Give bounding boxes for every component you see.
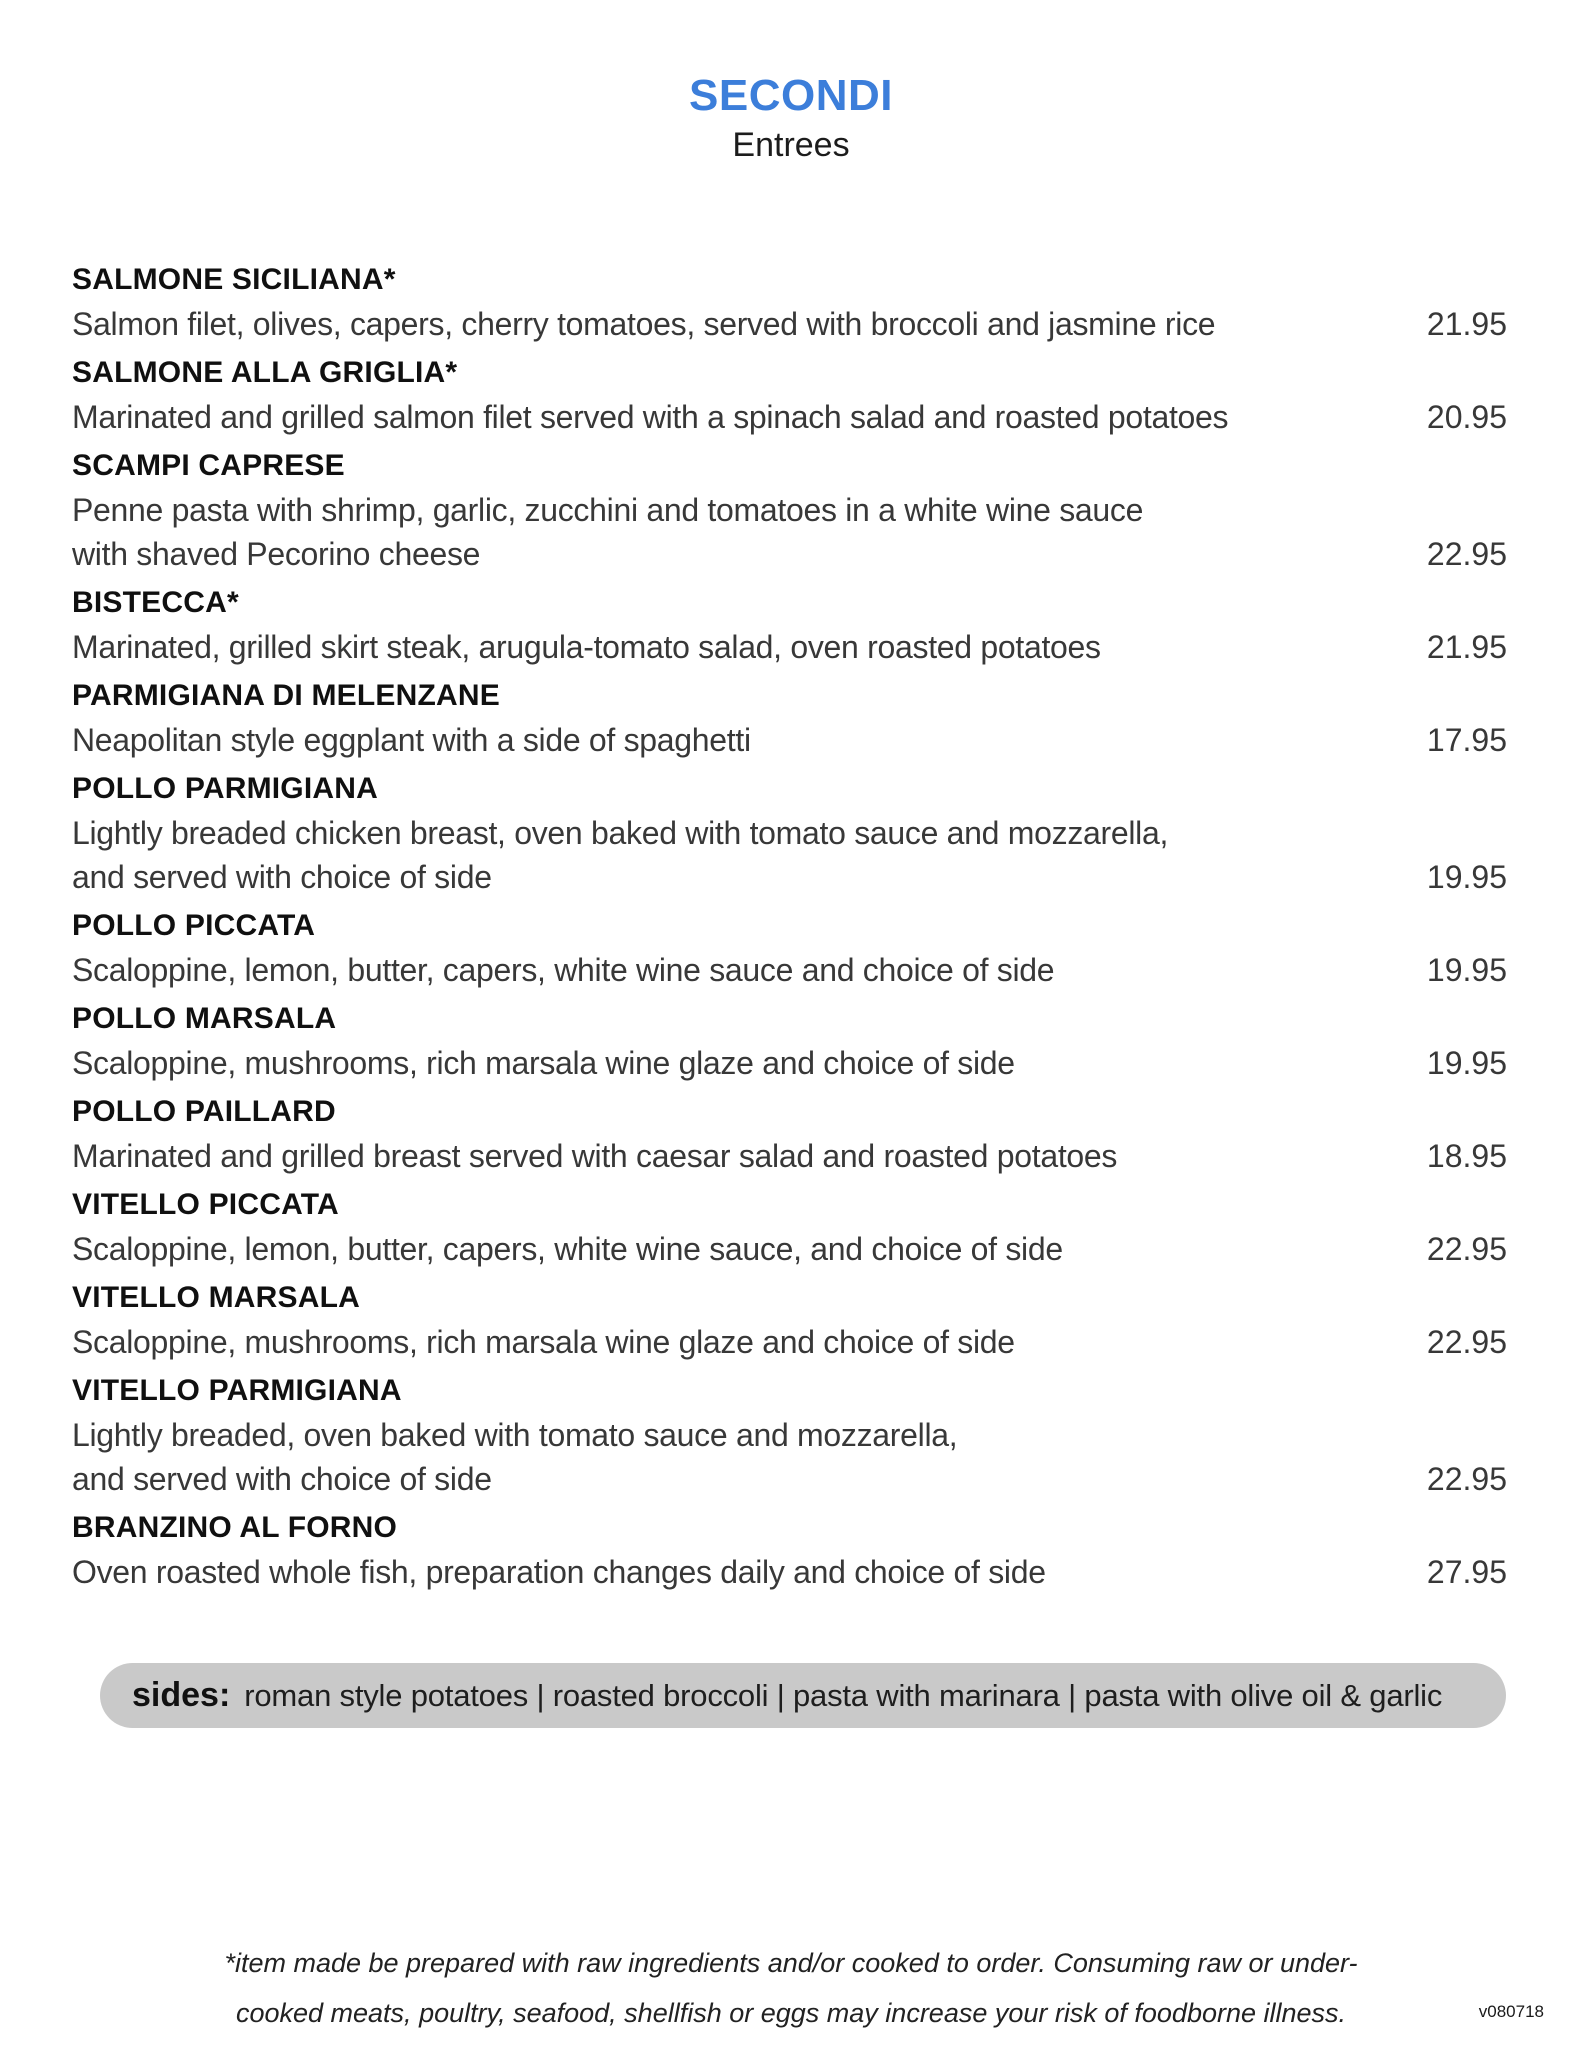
menu-item-desc-row (72, 1320, 1507, 1364)
menu-item-name: SALMONE ALLA GRIGLIA* (72, 356, 458, 389)
sides-options-text: roman style potatoes | roasted broccoli | pasta with marinara | pasta with olive oil & garlic (244, 1677, 1443, 1713)
menu-item-name: VITELLO MARSALA (72, 1281, 360, 1314)
menu-item (72, 1183, 1507, 1271)
menu-item-desc-row (72, 488, 1507, 532)
menu-item-desc-row (72, 811, 1507, 855)
menu-item-desc-row (72, 395, 1507, 439)
menu-item (72, 258, 1507, 346)
menu-item-price: 22.95 (1426, 1461, 1507, 1497)
menu-item-desc-row (72, 718, 1507, 762)
menu-item-desc-row (72, 1227, 1507, 1271)
menu-item-price: 22.95 (1426, 536, 1507, 572)
menu-item-desc-row (72, 1041, 1507, 1085)
menu-item (72, 351, 1507, 439)
menu-item-price: 22.95 (1426, 1324, 1507, 1360)
menu-list (72, 258, 1507, 1594)
menu-item-price: 18.95 (1426, 1138, 1507, 1174)
menu-item-description: Marinated and grilled salmon filet served with a spinach salad and roasted potatoes (72, 399, 1229, 435)
disclaimer-line-1: *item made be prepared with raw ingredients and/or cooked to order. Consuming raw or under- (224, 1948, 1358, 1978)
menu-item-price: 17.95 (1426, 722, 1507, 758)
menu-item-name: BRANZINO AL FORNO (72, 1511, 398, 1544)
menu-item (72, 1276, 1507, 1364)
menu-item-description: Scaloppine, lemon, butter, capers, white wine sauce and choice of side (72, 952, 1055, 988)
menu-item-name: POLLO PARMIGIANA (72, 772, 378, 805)
page-title: SECONDI (689, 71, 893, 120)
menu-item-price: 27.95 (1426, 1554, 1507, 1590)
menu-item-price: 21.95 (1426, 629, 1507, 665)
menu-item (72, 997, 1507, 1085)
menu-item-description: Scaloppine, mushrooms, rich marsala wine glaze and choice of side (72, 1045, 1015, 1081)
menu-item-description: and served with choice of side (72, 1461, 492, 1497)
menu-item-description: Scaloppine, lemon, butter, capers, white wine sauce, and choice of side (72, 1231, 1063, 1267)
menu-item-desc-row (72, 1413, 1507, 1457)
menu-item-description: Oven roasted whole fish, preparation changes daily and choice of side (72, 1554, 1046, 1590)
menu-item-name: BISTECCA* (72, 586, 239, 619)
menu-item-description: Lightly breaded chicken breast, oven baked with tomato sauce and mozzarella, (72, 815, 1169, 851)
menu-item (72, 581, 1507, 669)
sides-label: sides: (132, 1676, 231, 1714)
menu-item (72, 1506, 1507, 1594)
version-code: v080718 (1478, 2002, 1544, 2021)
menu-item-desc-row (72, 532, 1507, 576)
menu-item-name: POLLO MARSALA (72, 1002, 337, 1035)
sides-bar (100, 1663, 1506, 1728)
menu-item-desc-row (72, 1550, 1507, 1594)
menu-item-name: SCAMPI CAPRESE (72, 449, 345, 482)
menu-item-description: Marinated and grilled breast served with caesar salad and roasted potatoes (72, 1138, 1118, 1174)
menu-item-description: Lightly breaded, oven baked with tomato sauce and mozzarella, (72, 1417, 958, 1453)
menu-item-description: Scaloppine, mushrooms, rich marsala wine glaze and choice of side (72, 1324, 1015, 1360)
disclaimer-line-2: cooked meats, poultry, seafood, shellfish or eggs may increase your risk of foodborne illness. (235, 1998, 1347, 2028)
disclaimer (0, 1938, 1582, 2038)
menu-item-desc-row (72, 948, 1507, 992)
menu-item-description: with shaved Pecorino cheese (72, 536, 481, 572)
menu-item-price: 22.95 (1426, 1231, 1507, 1267)
menu-item-desc-row (72, 1457, 1507, 1501)
menu-item-price: 19.95 (1426, 1045, 1507, 1081)
menu-item-name: VITELLO PICCATA (72, 1188, 339, 1221)
menu-item-name: POLLO PAILLARD (72, 1095, 336, 1128)
menu-item-description: and served with choice of side (72, 859, 492, 895)
menu-item-desc-row (72, 302, 1507, 346)
menu-item-desc-row (72, 1134, 1507, 1178)
menu-item (72, 1369, 1507, 1501)
title-block (0, 0, 1582, 166)
page-subtitle: Entrees (732, 126, 850, 164)
menu-item-price: 20.95 (1426, 399, 1507, 435)
menu-item-description: Penne pasta with shrimp, garlic, zucchini and tomatoes in a white wine sauce (72, 492, 1144, 528)
menu-item-price: 21.95 (1426, 306, 1507, 342)
menu-item-name: PARMIGIANA DI MELENZANE (72, 679, 500, 712)
menu-item-description: Salmon filet, olives, capers, cherry tomatoes, served with broccoli and jasmine rice (72, 306, 1216, 342)
menu-item-description: Marinated, grilled skirt steak, arugula-tomato salad, oven roasted potatoes (72, 629, 1101, 665)
menu-item (72, 444, 1507, 576)
menu-item-description: Neapolitan style eggplant with a side of spaghetti (72, 722, 751, 758)
menu-item (72, 674, 1507, 762)
menu-item-price: 19.95 (1426, 952, 1507, 988)
menu-item-price: 19.95 (1426, 859, 1507, 895)
menu-item-name: POLLO PICCATA (72, 909, 316, 942)
menu-item-name: VITELLO PARMIGIANA (72, 1374, 402, 1407)
menu-item (72, 1090, 1507, 1178)
menu-item-desc-row (72, 625, 1507, 669)
menu-item-name: SALMONE SICILIANA* (72, 263, 396, 296)
menu-item (72, 767, 1507, 899)
menu-item-desc-row (72, 855, 1507, 899)
menu-item (72, 904, 1507, 992)
